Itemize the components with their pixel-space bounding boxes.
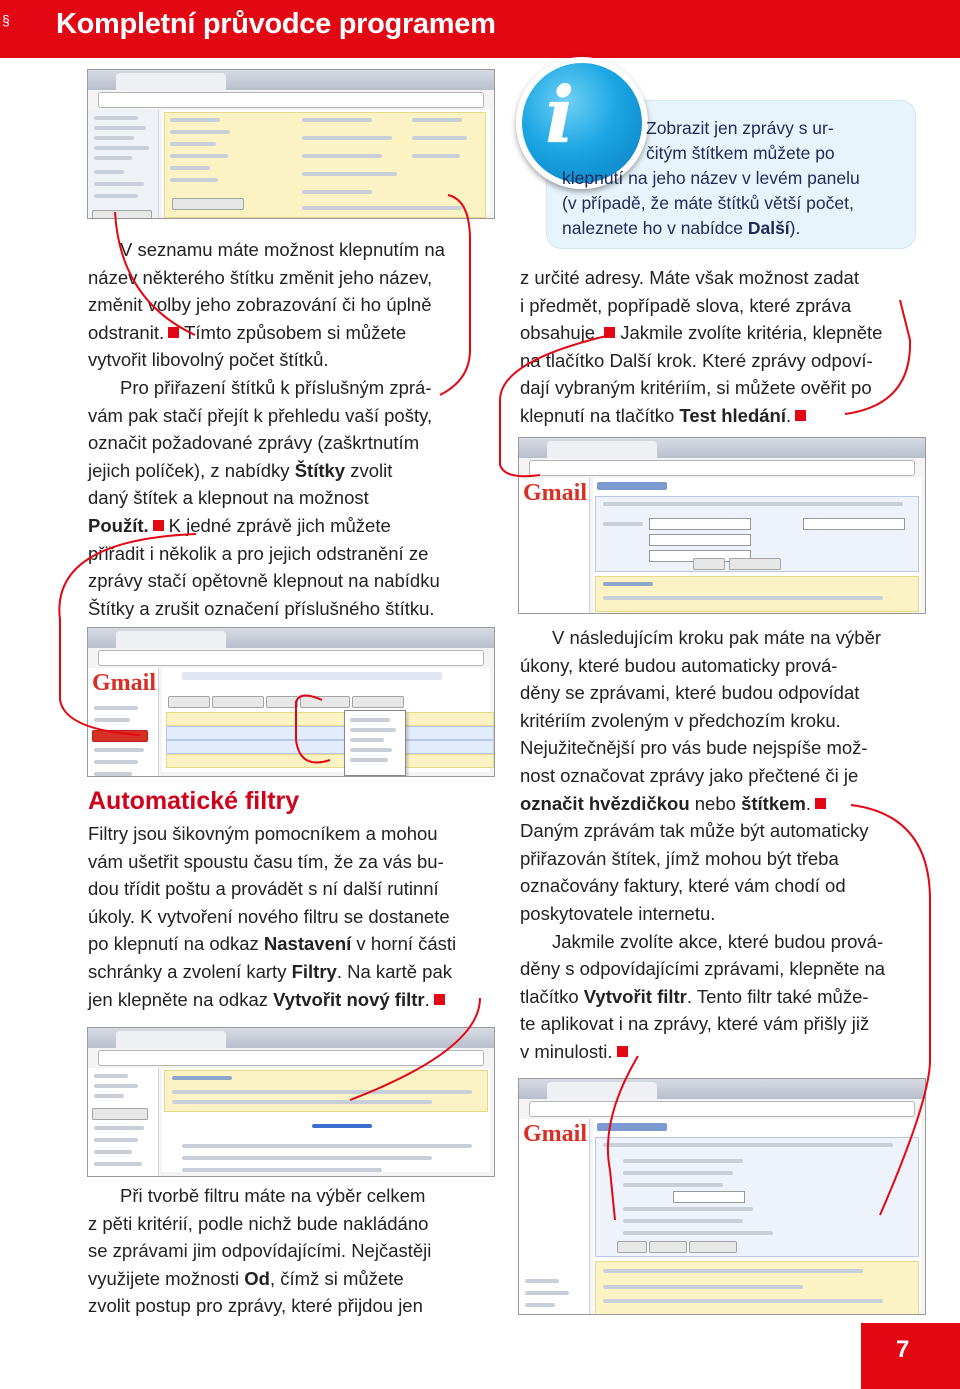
callout-line-8	[851, 805, 930, 1215]
callout-line-6	[845, 300, 910, 414]
callout-line-9	[608, 1056, 638, 1220]
info-icon: i	[545, 70, 575, 161]
page-number: 7	[896, 1336, 910, 1363]
callout-line-1	[440, 195, 470, 395]
text-block-criteria: Při tvorbě filtru máte na výběr celkem z pěti kritérií, podle nichž bude nakládáno se zprávami jim odpovídajícími. Nejčastěji využijete možnosti Od, čímž si můžete zvolit postup pro zprávy, které přijdou jen	[88, 1185, 432, 1317]
text-block-filters: Filtry jsou šikovným pomocníkem a mohou vám ušetřit spoustu času tím, že za vás bu- dou třídit poštu a provádět s ní další rutinní úkoly. K vytvoření nového filtru se dostanete po klepnutí na odkaz Nastavení v horní části schránky a zvolení karty Filtry. Na kartě pak jen klepněte na odkaz Vytvořit nový filtr.	[88, 823, 457, 1010]
text-block-test-search: z určité adresy. Máte však možnost zadat i předmět, popřípadě slova, které zpráva obsahuje. Jakmile zvolíte kritéria, klepněte na tlačítko Další krok. Které zprávy odpoví- dají vybraným kritériím, si můžete ověřit po klepnutí na tlačítko Test hledání.	[520, 267, 883, 426]
callout-line-7	[500, 334, 615, 476]
screenshot-filter-actions: Gmail	[518, 1078, 926, 1315]
callout-line-2	[115, 212, 195, 335]
text-block-actions: V následujícím kroku pak máte na výběr úkony, které budou automaticky prová- děny se zprávami, které budou odpovídat kritériím zvoleným v předchozím kroku. Nejužitečnější pro vás bude nejspíše mož- nost označovat zprávy jako přečtené či je označit hvězdičkou nebo štítkem. Daným zprávám tak může být automaticky přiřazován štítek, jímž mohou být třeba označovány faktury, které vám chodí od poskytovatele internetu. Jakmile zvolíte akce, které budou prová- děny s odpovídajícími zprávami, klepněte na tlačítko Vytvořit filtr. Tento filtr také může- te aplikovat i na zprávy, které vám přišly již v minulosti.	[520, 627, 886, 1062]
screenshot-create-filter: Gmail	[518, 437, 926, 614]
edge-mark: §	[2, 12, 10, 28]
section-heading: Automatické filtry	[88, 787, 300, 815]
text-block-labels: V seznamu máte možnost klepnutím na název některého štítku změnit jeho název, změnit volby jeho zobrazování či ho úplně odstranit. Tímto způsobem si můžete vytvořit libovolný počet štítků. Pro přiřazení štítků k příslušným zprá- vám pak stačí přejít k přehledu vaší pošty, označit požadované zprávy (zaškrtnutím jejich políček), z nabídky Štítky zvolit daný štítek a klepnout na možnost Použít. K jedné zprávě jich můžete přiřadit i několik a pro jejich odstranění ze zprávy stačí opětovně klepnout na nabídku Štítky a zrušit označení příslušného štítku.	[88, 239, 445, 619]
callout-line-4	[59, 534, 196, 735]
callout-line-5	[350, 998, 480, 1100]
page-number-box	[861, 1323, 960, 1389]
callout-line-3	[296, 695, 330, 762]
info-box-text: Zobrazit jen zprávy s ur- čitým štítkem můžete po klepnutí na jeho název v levém panelu (v případě, že máte štítků větší počet, naleznete ho v nabídce Další).	[562, 118, 860, 238]
page-title: Kompletní průvodce programem	[56, 8, 496, 40]
screenshot-inbox-labels: Gmail	[87, 627, 495, 777]
